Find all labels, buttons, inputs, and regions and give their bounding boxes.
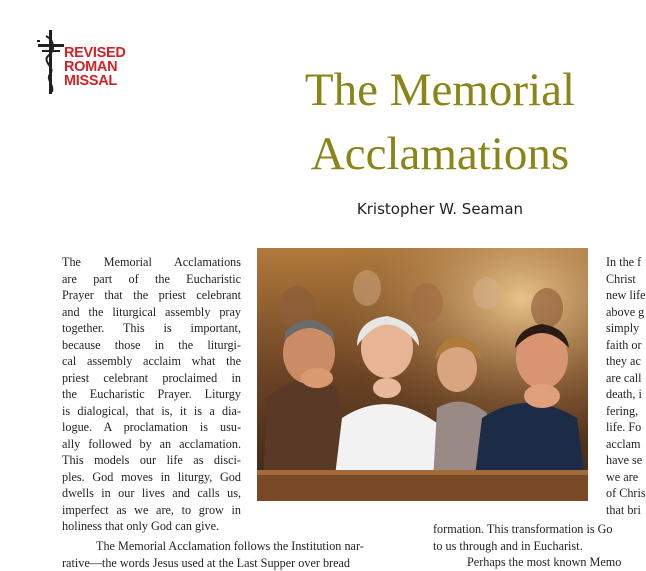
text-line: imperfect as we are, to grow in [62, 502, 241, 519]
text-line: because those in the liturgi- [62, 337, 241, 354]
text-line: the Eucharistic Prayer. Liturgy [62, 386, 241, 403]
text-line: ples. God moves in liturgy, God [62, 469, 241, 486]
text-line: life. Fo [606, 419, 646, 436]
text-line: Christ [606, 271, 646, 288]
text-line: simply [606, 320, 646, 337]
text-line: is dialogical, that is, it is a dia- [62, 403, 241, 420]
cross-logo-icon [36, 30, 66, 96]
logo-line-1: REVISED [64, 46, 126, 60]
text-line: ally followed by an acclamation. [62, 436, 241, 453]
title-line-1: The Memorial [250, 58, 630, 122]
text-line: are part of the Eucharistic [62, 271, 241, 288]
revised-roman-missal-logo [36, 30, 136, 96]
congregation-photo [257, 248, 588, 501]
logo-line-2: ROMAN [64, 60, 126, 74]
logo-text [64, 46, 126, 88]
text-line: to us through and in Eucharist. [433, 538, 646, 555]
text-line: priest celebrant proclaimed in [62, 370, 241, 387]
text-line: are call [606, 370, 646, 387]
text-line: cal assembly acclaim what the [62, 353, 241, 370]
text-line: together. This is important, [62, 320, 241, 337]
text-line: new life [606, 287, 646, 304]
author-byline: Kristopher W. Seaman [300, 200, 580, 218]
text-line: acclam [606, 436, 646, 453]
text-line: fering, [606, 403, 646, 420]
text-line: rative—the words Jesus used at the Last Supper over bread [62, 555, 412, 571]
text-line: of Chris [606, 485, 646, 502]
article-column-1 [62, 254, 241, 535]
text-line: formation. This transformation is Go [433, 521, 646, 538]
title-line-2: Acclamations [250, 122, 630, 186]
text-line: dwells in our lives and calls us, [62, 485, 241, 502]
text-line: above g [606, 304, 646, 321]
text-line: holiness that only God can give. [62, 518, 241, 535]
article-column-2 [606, 254, 646, 518]
text-line: death, i [606, 386, 646, 403]
text-line: The Memorial Acclamations [62, 254, 241, 271]
text-line: that bri [606, 502, 646, 519]
text-line: Prayer that the priest celebrant [62, 287, 241, 304]
text-line: have se [606, 452, 646, 469]
article-title [250, 58, 630, 186]
text-line: The Memorial Acclamation follows the Institution nar- [96, 538, 412, 555]
text-line: In the f [606, 254, 646, 271]
logo-line-3: MISSAL [64, 74, 126, 88]
text-line: they ac [606, 353, 646, 370]
text-line: Perhaps the most known Memo [467, 554, 646, 571]
text-line: and the liturgical assembly pray [62, 304, 241, 321]
text-line: logue. A proclamation is usu- [62, 419, 241, 436]
text-line: This models our life as disci- [62, 452, 241, 469]
text-line: faith or [606, 337, 646, 354]
congregation-photo-image [257, 248, 588, 501]
text-line: we are [606, 469, 646, 486]
